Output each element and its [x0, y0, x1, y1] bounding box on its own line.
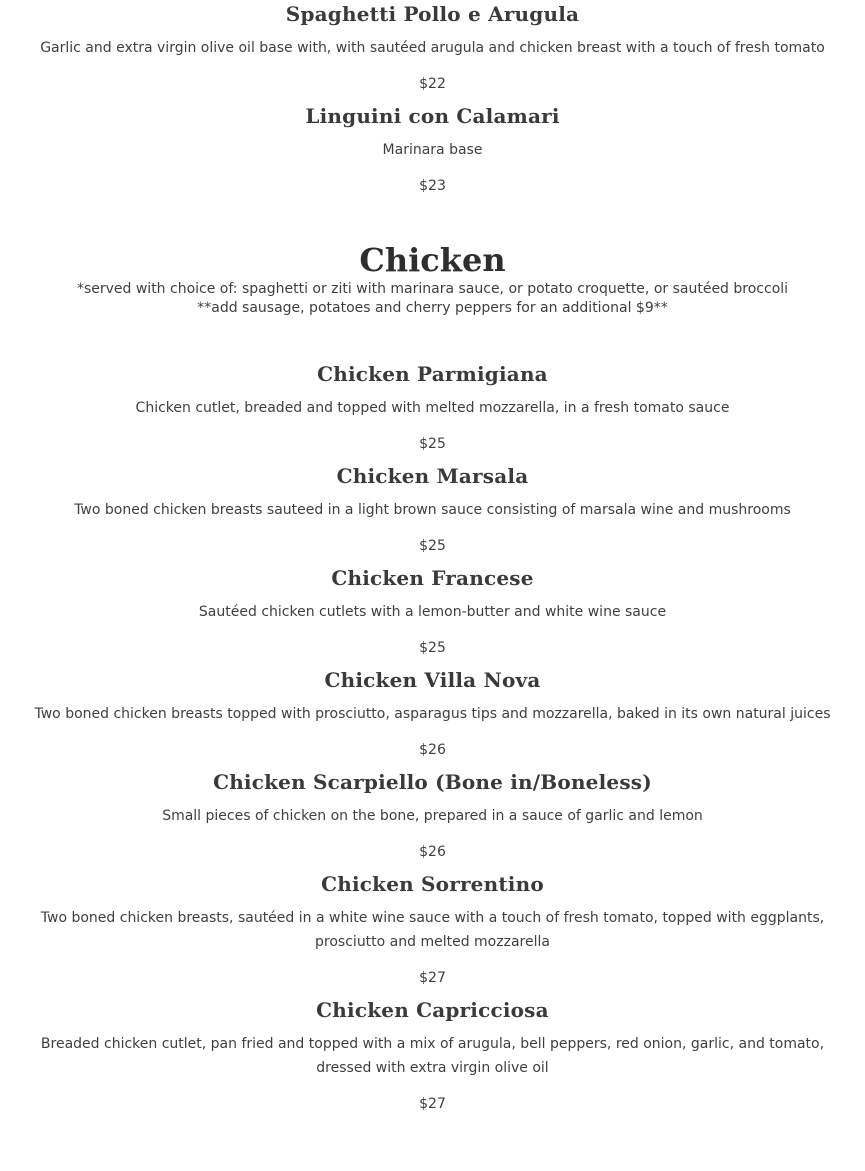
item-description: Two boned chicken breasts, sautéed in a white wine sauce with a touch of fresh tomato, topped with eggplants, prosciutto and melted mozzarella: [40, 910, 825, 950]
menu-item: [0, 352, 865, 454]
menu-item: [0, 862, 865, 988]
menu-item: [0, 658, 865, 760]
chicken-section: [0, 240, 865, 1114]
item-description: Marinara base: [382, 142, 483, 158]
item-price: $26: [419, 742, 446, 758]
menu-item: [0, 760, 865, 862]
item-price: $23: [419, 178, 446, 194]
menu-item: [0, 454, 865, 556]
item-description: Two boned chicken breasts topped with prosciutto, asparagus tips and mozzarella, baked in its own natural juices: [34, 706, 831, 722]
item-description: Breaded chicken cutlet, pan fried and topped with a mix of arugula, bell peppers, red onion, garlic, and tomato, dressed with extra virgin olive oil: [40, 1036, 825, 1076]
item-name: Chicken Scarpiello (Bone in/Boneless): [213, 770, 652, 794]
item-price: $27: [419, 970, 446, 986]
item-price: $26: [419, 844, 446, 860]
item-name: Spaghetti Pollo e Arugula: [285, 2, 580, 26]
item-price: $25: [419, 640, 446, 656]
item-name: Chicken Parmigiana: [317, 362, 548, 386]
item-price: $27: [419, 1096, 446, 1112]
section-items: [0, 352, 865, 1114]
section-title: Chicken: [359, 241, 506, 279]
section-note-sides: *served with choice of: spaghetti or ziti with marinara sauce, or potato croquette, or sautéed broccoli: [76, 281, 789, 297]
item-name: Chicken Marsala: [336, 464, 529, 488]
item-description: Garlic and extra virgin olive oil base with, with sautéed arugula and chicken breast with a touch of fresh tomato: [40, 40, 825, 56]
menu-item: [0, 94, 865, 196]
item-name: Chicken Sorrentino: [321, 872, 544, 896]
item-description: Sautéed chicken cutlets with a lemon-butter and white wine sauce: [198, 604, 667, 620]
item-price: $22: [419, 76, 446, 92]
item-name: Chicken Francese: [331, 566, 534, 590]
item-description: Chicken cutlet, breaded and topped with melted mozzarella, in a fresh tomato sauce: [135, 400, 730, 416]
item-name: Linguini con Calamari: [305, 104, 560, 128]
item-description: Two boned chicken breasts sauteed in a light brown sauce consisting of marsala wine and mushrooms: [74, 502, 791, 518]
item-name: Chicken Villa Nova: [324, 668, 541, 692]
menu-item: [0, 0, 865, 94]
item-price: $25: [419, 436, 446, 452]
section-note-addon: **add sausage, potatoes and cherry peppers for an additional $9**: [197, 300, 668, 316]
item-price: $25: [419, 538, 446, 554]
menu-item: [0, 988, 865, 1114]
item-name: Chicken Capricciosa: [316, 998, 549, 1022]
menu-item: [0, 556, 865, 658]
item-description: Small pieces of chicken on the bone, prepared in a sauce of garlic and lemon: [162, 808, 703, 824]
